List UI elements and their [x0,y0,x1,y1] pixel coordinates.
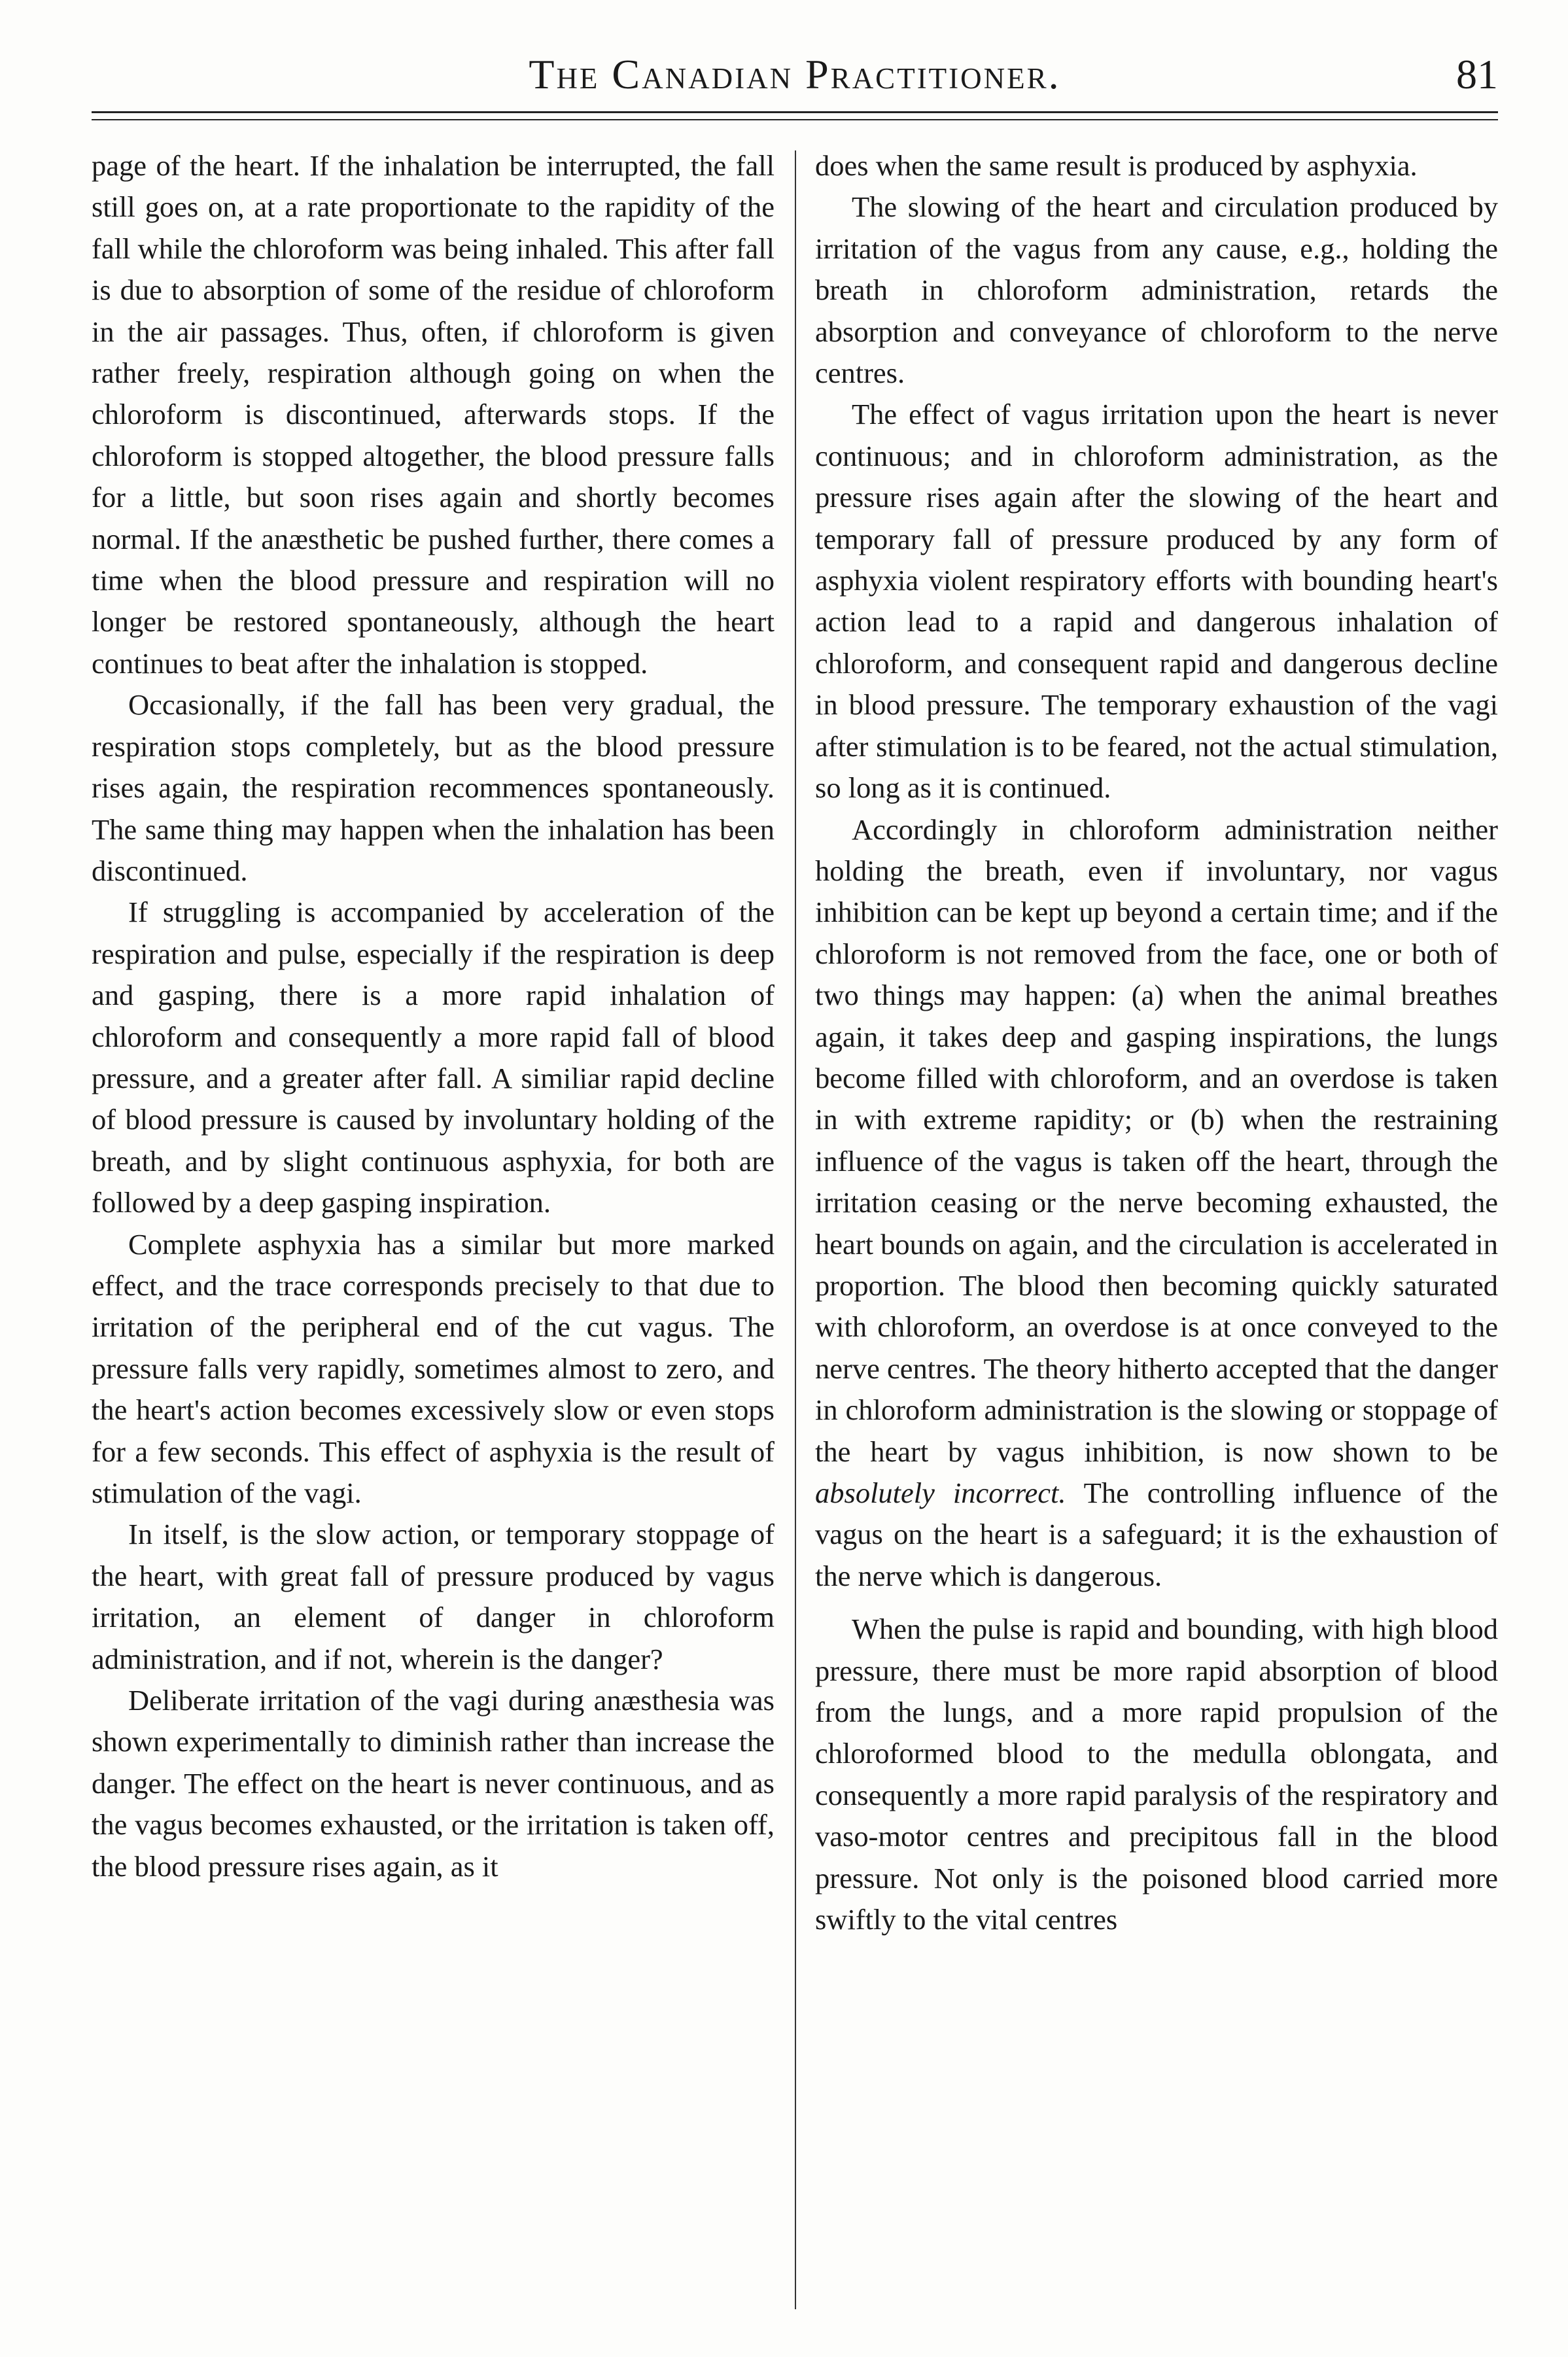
running-head [92,48,1498,101]
left-column [92,145,775,2324]
paragraph: The slowing of the heart and circulation produced by irritation of the vagus from any cause, e.g., holding the breath in chloroform administration, retards the absorption and conveyance of chloroform to the nerve centres. [815,190,1498,390]
paragraph: Deliberate irritation of the vagi during anæsthesia was shown experimentally to diminish rather than increase the danger. The effect on the heart is never continuous, and as the vagus becomes exhausted, or the irritation is taken off, the blood pressure rises again, as it [92,1684,775,1883]
paragraph: Occasionally, if the fall has been very gradual, the respiration stops completely, but as the blood pressure rises again, the respiration recommences spontaneously. The same thing may happen when the inhalation has been discontinued. [92,688,775,887]
header-rule-top [92,111,1498,113]
right-column [815,145,1498,2324]
column-divider [795,150,796,2309]
emphasis-text: absolutely incorrect. [815,1476,1066,1509]
paragraph: Complete asphyxia has a similar but more marked effect, and the trace corresponds precisely to that due to irritation of the peripheral end of the cut vagus. The pressure falls very rapidly, sometimes almost to zero, and the heart's action becomes excessively slow or even stops for a few seconds. This effect of asphyxia is the result of stimulation of the vagi. [92,1227,775,1509]
paragraph: When the pulse is rapid and bounding, with high blood pressure, there must be more rapid absorption of blood from the lungs, and a more rapid propulsion of the chloroformed blood to the medulla oblongata, and consequently a more rapid paralysis of the respiratory and vaso-motor centres and precipitous fall in the blood pressure. Not only is the poisoned blood carried more swiftly to the vital centres [815,1613,1498,1936]
page-number: 81 [1456,51,1498,97]
paragraph: In itself, is the slow action, or temporary stoppage of the heart, with great fall of pressure produced by vagus irritation, an element of danger in chloroform administration, and if not, wherein is the danger? [92,1518,775,1675]
journal-title: The Canadian Practitioner. [529,51,1061,97]
paragraph: The effect of vagus irritation upon the heart is never continuous; and in chloroform administration, as the pressure rises again after the slowing of the heart and temporary fall of pressure produced by any form of asphyxia violent respiratory efforts with bounding heart's action lead to a rapid and dangerous inhalation of chloroform, and consequent rapid and dangerous decline in blood pressure. The temporary exhaustion of the vagi after stimulation is to be feared, not the actual stimulation, so long as it is continued. [815,398,1498,805]
paragraph-text: The controlling influence of the vagus on the heart is a safeguard; it is the exhaustion of the nerve which is dangerous. [815,1476,1498,1592]
paragraph [815,809,1498,1598]
header-rule-bottom [92,119,1498,120]
paragraph: does when the same result is produced by asphyxia. [815,149,1418,182]
paragraph: If struggling is accompanied by acceleration of the respiration and pulse, especially if the respiration is deep and gasping, there is a more rapid inhalation of chloroform and consequently a more rapid fall of blood pressure, and a greater after fall. A similiar rapid decline of blood pressure is caused by involuntary holding of the breath, and by slight continuous asphyxia, for both are followed by a deep gasping inspiration. [92,896,775,1219]
two-column-body [92,145,1498,2324]
paragraph-text: Accordingly in chloroform administration neither holding the breath, even if involuntary, nor vagus inhibition can be kept up beyond a certain time; and if the chloroform is not removed from the face, one or both of two things may happen: (a) when the animal breathes again, it takes deep and gasping inspirations, the lungs become filled with chloroform, and an overdose is taken in with extreme rapidity; or (b) when the restraining influence of the vagus is taken off the heart, through the irritation ceasing or the nerve becoming exhausted, the heart bounds on again, and the circulation is accelerated in proportion. The blood then becoming quickly saturated with chloroform, an overdose is at once conveyed to the nerve centres. The theory hitherto accepted that the danger in chloroform administration is the slowing or stoppage of the heart by vagus inhibition, is now shown to be [815,812,1498,1468]
paragraph: page of the heart. If the inhalation be interrupted, the fall still goes on, at a rate proportionate to the rapidity of the fall while the chloroform was being inhaled. This after fall is due to absorption of some of the residue of chloroform in the air passages. Thus, often, if chloroform is given rather freely, respiration although going on when the chloroform is discontinued, afterwards stops. If the chloroform is stopped altogether, the blood pressure falls for a little, but soon rises again and shortly becomes normal. If the anæsthetic be pushed further, there comes a time when the blood pressure and respiration will no longer be restored spontaneously, although the heart continues to beat after the inhalation is stopped. [92,149,775,680]
